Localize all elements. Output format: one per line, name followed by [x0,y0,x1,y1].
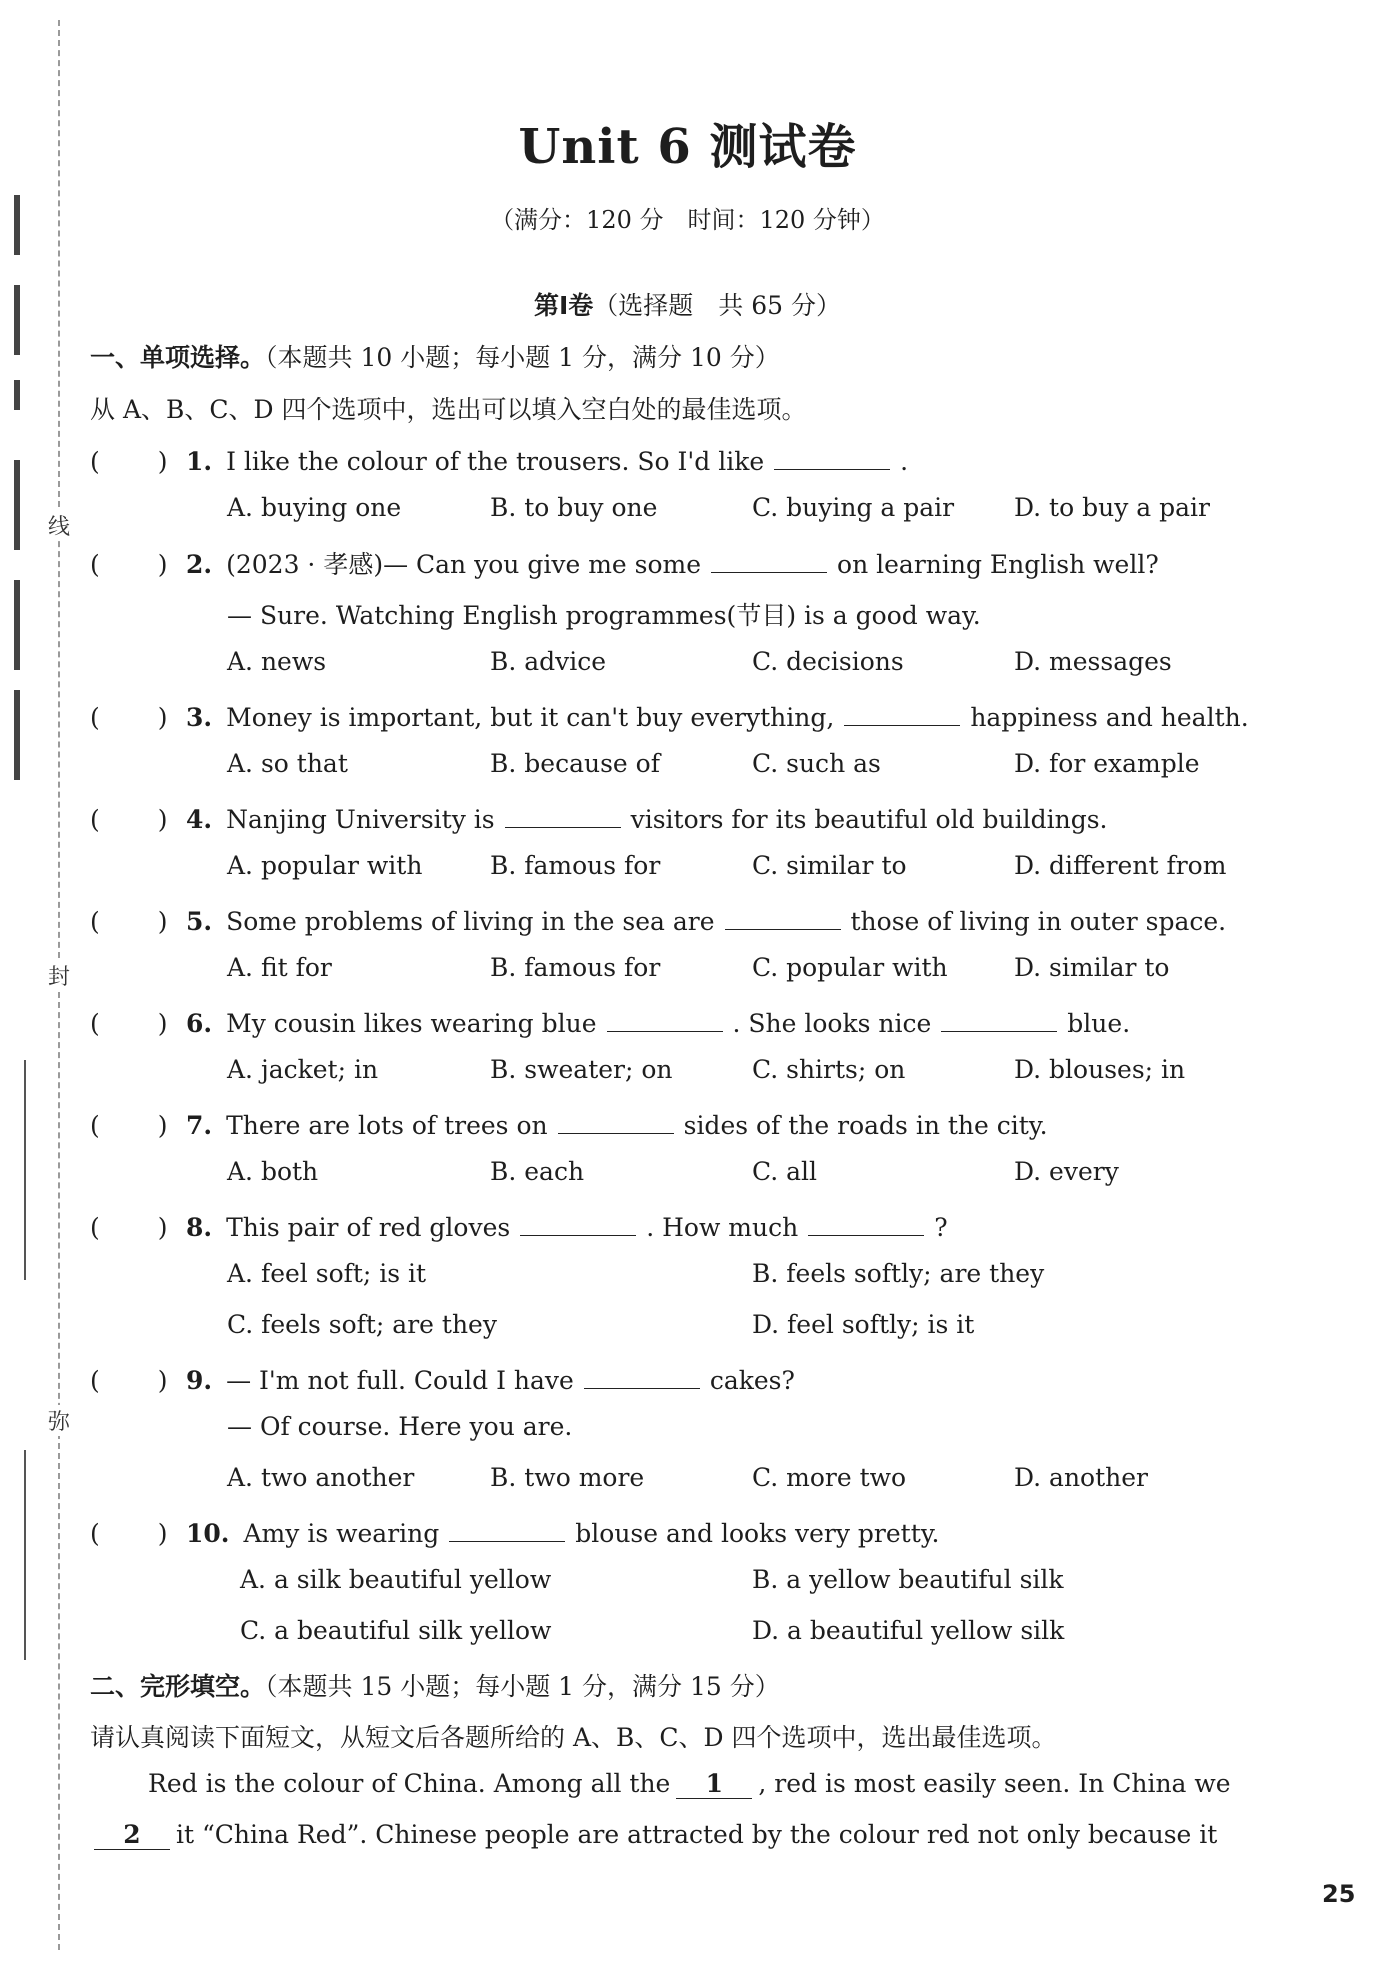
option-a[interactable]: A. so that [227,749,348,778]
margin-word-feng: 封 [46,960,72,991]
option-b[interactable]: B. a yellow beautiful silk [752,1565,1064,1594]
option-c[interactable]: C. such as [752,749,881,778]
section1-instruction: 从 A、B、C、D 四个选项中，选出可以填入空白处的最佳选项。 [90,395,807,424]
question-9-line2: — Of course. Here you are. [227,1412,573,1441]
question-2-line2: — Sure. Watching English programmes(节目) is a good way. [227,601,981,630]
answer-blank[interactable] [607,1013,723,1032]
question-3: ( ) 3. Money is important, but it can't buy everything, happiness and health. [90,703,1249,732]
option-c[interactable]: C. popular with [752,953,948,982]
option-a[interactable]: A. jacket; in [227,1055,379,1084]
section2-title-bold: 二、完形填空。 [90,1672,266,1701]
option-a[interactable]: A. two another [227,1463,415,1492]
page-title: Unit 6 测试卷 [518,119,857,175]
question-number: 9. [186,1366,213,1395]
edge-mark [14,690,20,780]
option-d[interactable]: D. another [1014,1463,1148,1492]
part-title-bold: 第Ⅰ卷 [533,291,594,320]
passage-line-2: 2 it “China Red”. Chinese people are attracted by the colour red not only because it [88,1820,1217,1850]
option-c[interactable]: C. more two [752,1463,907,1492]
answer-blank[interactable] [711,554,827,573]
option-a[interactable]: A. fit for [227,953,332,982]
question-9: ( ) 9. — I'm not full. Could I have cakes? [90,1366,795,1395]
option-c[interactable]: C. decisions [752,647,904,676]
option-b[interactable]: B. advice [490,647,607,676]
option-b[interactable]: B. sweater; on [490,1055,673,1084]
option-d[interactable]: D. every [1014,1157,1119,1186]
option-b[interactable]: B. feels softly; are they [752,1259,1045,1288]
section1-title [90,338,780,374]
question-number: 8. [186,1213,213,1242]
answer-blank[interactable] [584,1370,700,1389]
question-number: 1. [186,447,213,476]
option-b[interactable]: B. famous for [490,953,661,982]
option-d[interactable]: D. similar to [1014,953,1170,982]
option-d[interactable]: D. blouses; in [1014,1055,1186,1084]
question-number: 5. [186,907,213,936]
question-number: 2. [186,550,213,579]
margin-word-mi: 弥 [46,1405,72,1436]
option-b[interactable]: B. because of [490,749,660,778]
answer-blank[interactable] [725,911,841,930]
option-d[interactable]: D. for example [1014,749,1200,778]
answer-blank[interactable] [449,1523,565,1542]
option-b[interactable]: B. two more [490,1463,645,1492]
edge-mark [14,460,20,550]
answer-blank[interactable] [844,707,960,726]
option-b[interactable]: B. to buy one [490,493,658,522]
answer-blank[interactable] [558,1115,674,1134]
option-a[interactable]: A. both [227,1157,319,1186]
answer-blank[interactable] [941,1013,1057,1032]
section2-instruction: 请认真阅读下面短文，从短文后各题所给的 A、B、C、D 四个选项中，选出最佳选项。 [90,1723,1057,1752]
question-8: ( ) 8. This pair of red gloves . How much ? [90,1213,948,1242]
edge-mark [14,580,20,670]
option-d[interactable]: D. feel softly; is it [752,1310,975,1339]
passage-line-1: Red is the colour of China. Among all the 1 , red is most easily seen. In China we [148,1769,1231,1798]
option-d[interactable]: D. messages [1014,647,1172,676]
option-c[interactable]: C. all [752,1157,818,1186]
question-number: 7. [186,1111,213,1140]
option-a[interactable]: A. news [227,647,327,676]
question-number: 3. [186,703,213,732]
question-number: 4. [186,805,213,834]
answer-blank[interactable] [505,809,621,828]
option-b[interactable]: B. famous for [490,851,661,880]
option-a[interactable]: A. feel soft; is it [227,1259,427,1288]
cloze-blank-2[interactable]: 2 [94,1820,170,1850]
question-2: ( ) 2. (2023 · 孝感)— Can you give me some on learning English well? [90,550,1159,579]
question-number: 10. [186,1519,230,1548]
margin-word-xian: 线 [46,510,72,541]
edge-mark [14,380,20,410]
option-c[interactable]: C. feels soft; are they [227,1310,497,1339]
question-10: ( ) 10. Amy is wearing blouse and looks very pretty. [90,1519,940,1548]
question-4: ( ) 4. Nanjing University is visitors for its beautiful old buildings. [90,805,1108,834]
question-1: ( ) 1. I like the colour of the trousers. So I'd like . [90,447,909,476]
option-a[interactable]: A. popular with [227,851,423,880]
cloze-blank-1[interactable]: 1 [676,1769,752,1799]
question-6: ( ) 6. My cousin likes wearing blue . She looks nice blue. [90,1009,1131,1038]
section1-title-rest: （本题共 10 小题；每小题 1 分，满分 10 分） [265,343,780,372]
question-5: ( ) 5. Some problems of living in the sea are those of living in outer space. [90,907,1227,936]
question-7: ( ) 7. There are lots of trees on sides of the roads in the city. [90,1111,1048,1140]
option-d[interactable]: D. to buy a pair [1014,493,1210,522]
section2-title-rest: （本题共 15 小题；每小题 1 分，满分 15 分） [265,1672,780,1701]
option-c[interactable]: C. similar to [752,851,907,880]
answer-blank[interactable] [520,1217,636,1236]
answer-blank[interactable] [774,451,890,470]
question-number: 6. [186,1009,213,1038]
option-c[interactable]: C. a beautiful silk yellow [240,1616,552,1645]
option-a[interactable]: A. a silk beautiful yellow [240,1565,552,1594]
page-number: 25 [1322,1880,1356,1908]
option-b[interactable]: B. each [490,1157,585,1186]
option-d[interactable]: D. different from [1014,851,1227,880]
option-a[interactable]: A. buying one [227,493,402,522]
part-title-rest: （选择题 共 65 分） [593,291,842,320]
score-time-info: （满分：120 分 时间：120 分钟） [490,206,885,234]
edge-line [24,1060,26,1280]
answer-blank[interactable] [808,1217,924,1236]
section1-title-bold: 一、单项选择。 [90,343,266,372]
option-c[interactable]: C. buying a pair [752,493,955,522]
part-title [0,286,1375,322]
option-c[interactable]: C. shirts; on [752,1055,906,1084]
edge-line [24,1450,26,1660]
section2-title [90,1667,780,1703]
option-d[interactable]: D. a beautiful yellow silk [752,1616,1065,1645]
